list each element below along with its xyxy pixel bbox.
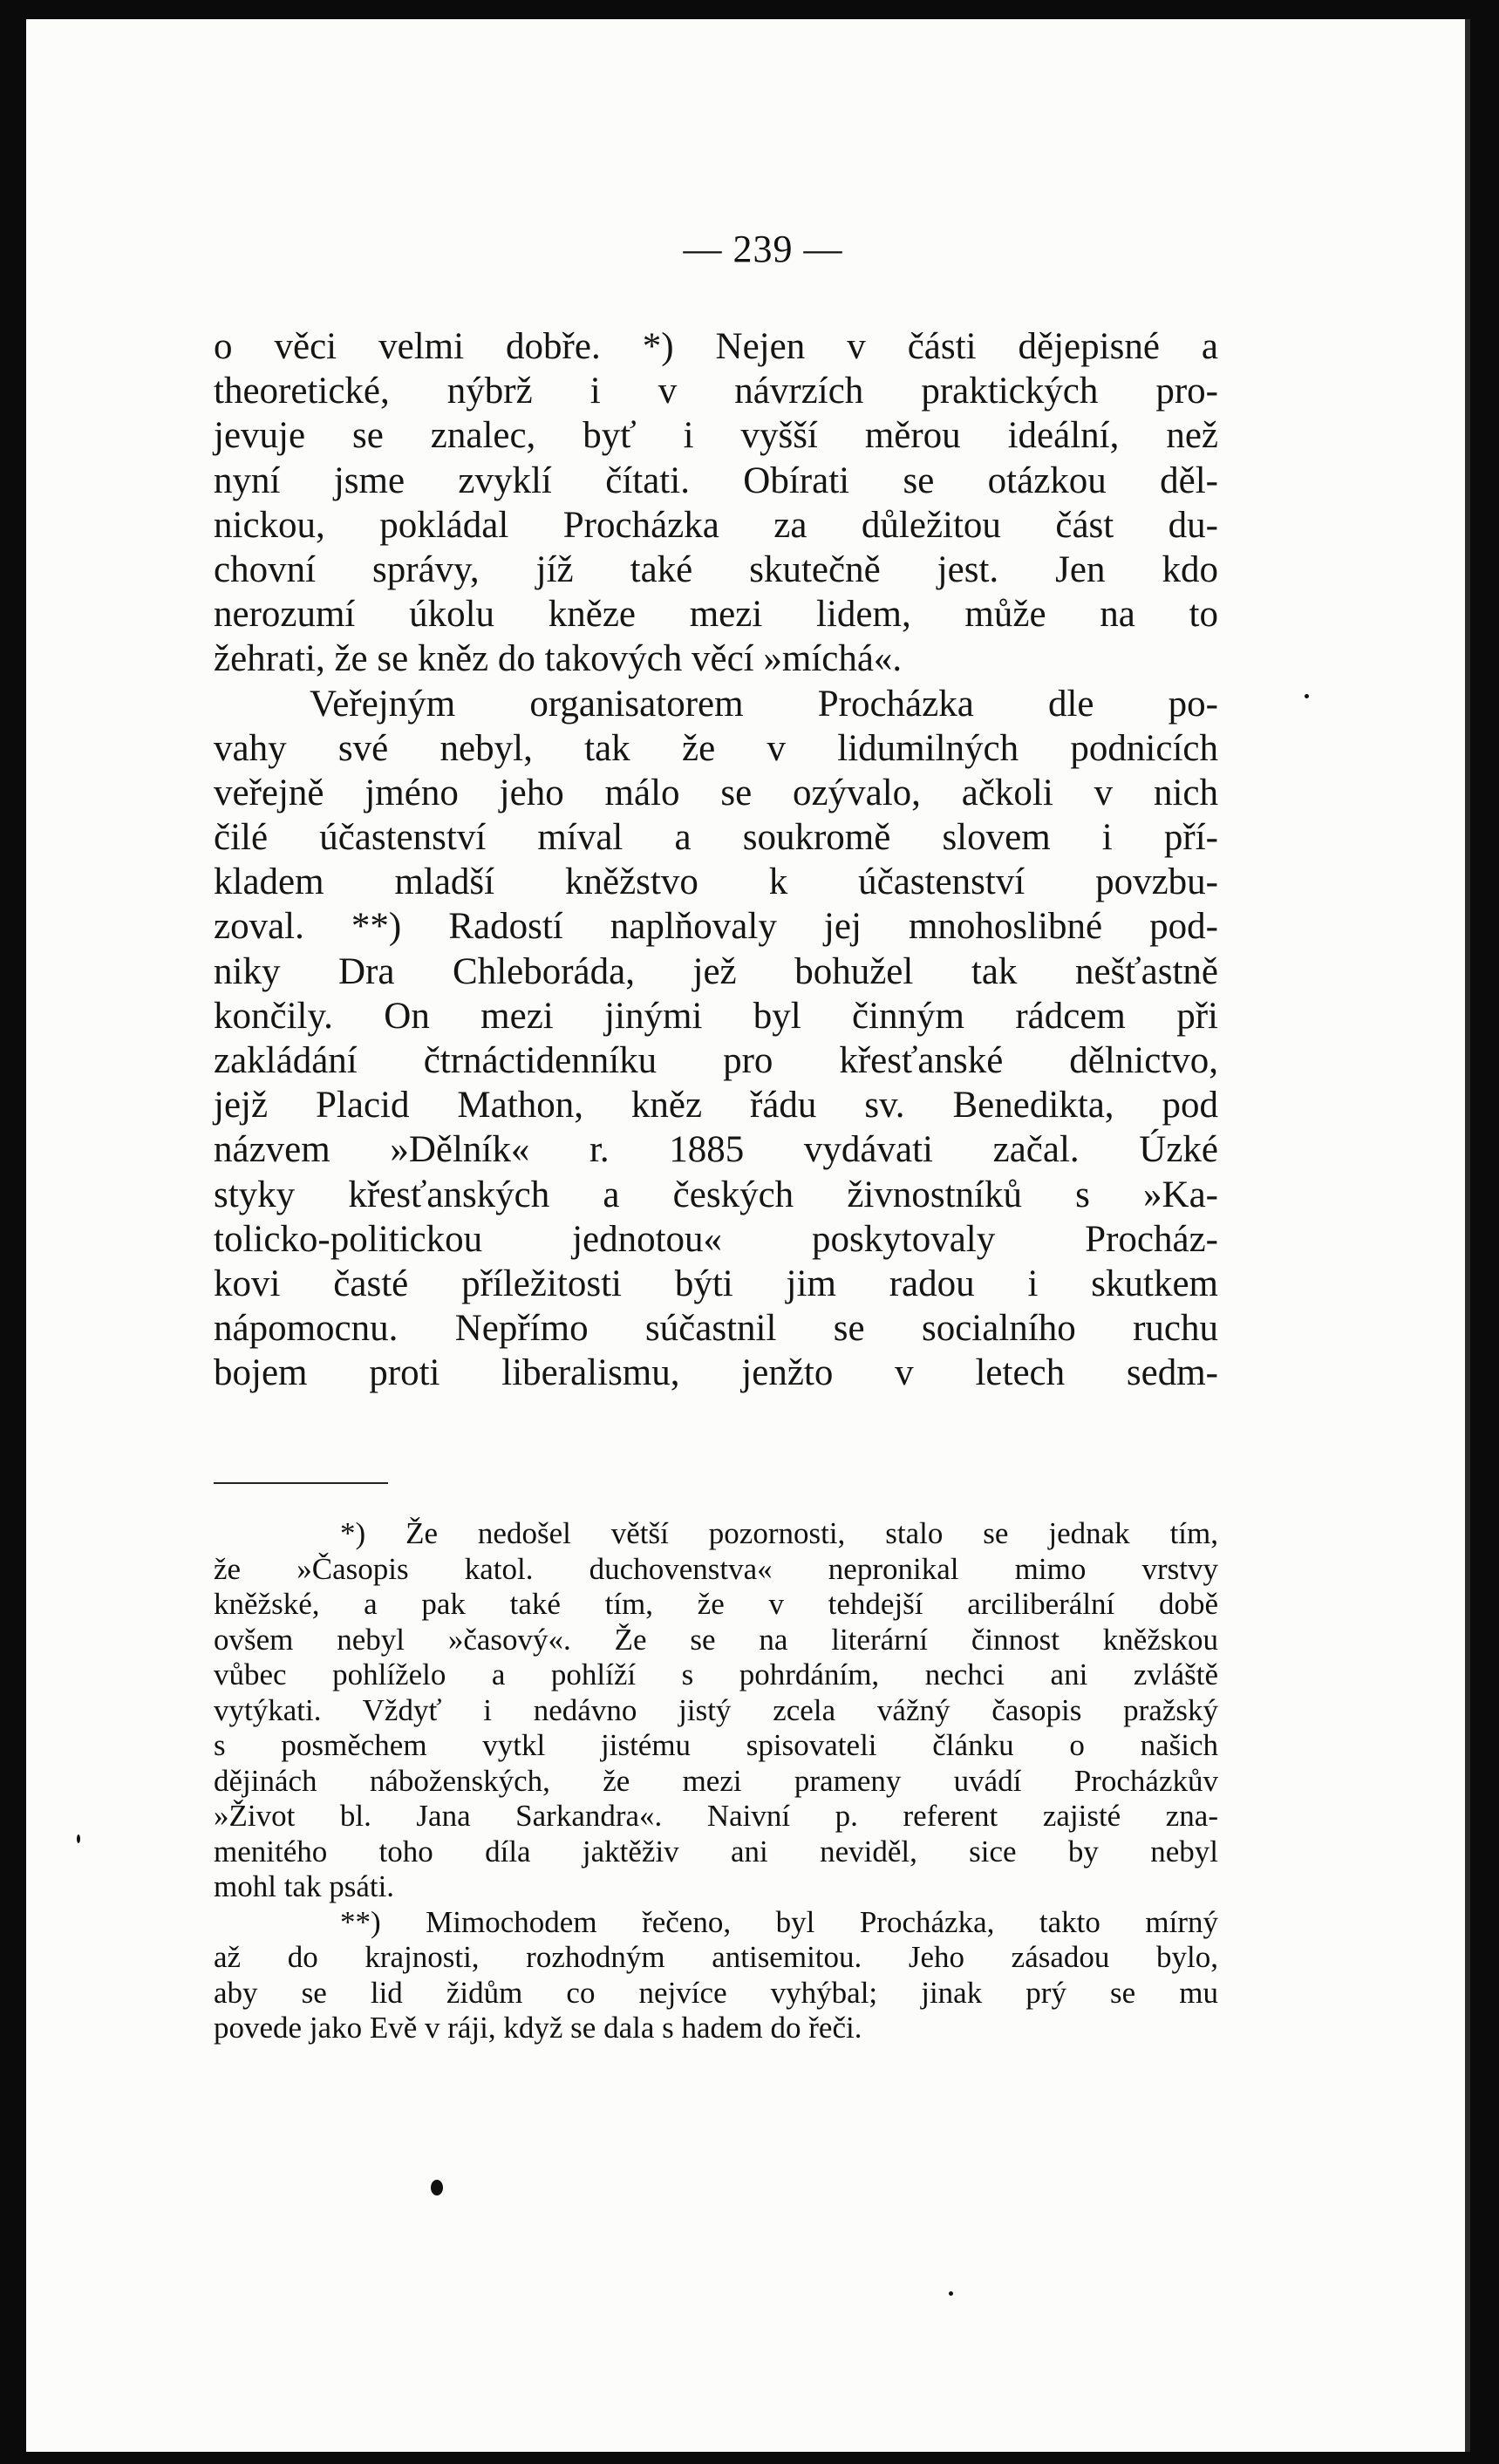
- footnotes: [214, 1516, 1218, 2046]
- text-line: chovní správy, jíž také skutečně jest. Jen kdo: [214, 548, 1218, 590]
- footnote-line: aby se lid židům co nejvíce vyhýbal; jinak prý se mu: [214, 1975, 1218, 2010]
- text-line: bojem proti liberalismu, jenžto v letech sedm-: [214, 1352, 1218, 1394]
- text-line: zakládání čtrnáctidenníku pro křesťanské dělnictvo,: [214, 1040, 1218, 1081]
- text-line: zoval. **) Radostí naplňovaly jej mnohoslibné pod-: [214, 906, 1218, 948]
- footnote-line: *) Že nedošel větší pozornosti, stalo se jednak tím,: [340, 1516, 1218, 1550]
- footnote-line: že »Časopis katol. duchovenstva« nepronikal mimo vrstvy: [214, 1551, 1218, 1586]
- ink-speck: [949, 2291, 953, 2296]
- text-line: nickou, pokládal Procházka za důležitou část du-: [214, 504, 1218, 546]
- text-line: jejž Placid Mathon, kněz řádu sv. Benedikta, pod: [214, 1085, 1218, 1126]
- text-line: vahy své nebyl, tak že v lidumilných podnicích: [214, 727, 1218, 769]
- text-line: Veřejným organisatorem Procházka dle po-: [310, 683, 1218, 725]
- text-line: čilé účastenství míval a soukromě slovem i pří-: [214, 817, 1218, 859]
- text-line: kladem mladší kněžstvo k účastenství povzbu-: [214, 861, 1218, 903]
- footnote-line: menitého toho díla jaktěživ ani neviděl, sice by nebyl: [214, 1834, 1218, 1868]
- footnote-line: dějinách náboženských, že mezi prameny uvádí Procházkův: [214, 1763, 1218, 1798]
- footnote-line: »Život bl. Jana Sarkandra«. Naivní p. referent zajisté zna-: [214, 1799, 1218, 1833]
- footnote-line: ovšem nebyl »časový«. Že se na literární činnost kněžskou: [214, 1622, 1218, 1657]
- ink-speck: [431, 2180, 443, 2195]
- text-line: styky křesťanských a českých živnostníků s »Ka-: [214, 1174, 1218, 1215]
- text-line: kovi časté příležitosti býti jim radou i skutkem: [214, 1263, 1218, 1304]
- text-line: tolicko-politickou jednotou« poskytovaly Procház-: [214, 1218, 1218, 1260]
- footnote-divider: [214, 1482, 388, 1484]
- text-line: veřejně jméno jeho málo se ozývalo, ačkoli v nich: [214, 772, 1218, 813]
- text-line: nerozumí úkolu kněze mezi lidem, může na to: [214, 594, 1218, 636]
- text-line: názvem »Dělník« r. 1885 vydávati začal. Úzké: [214, 1129, 1218, 1171]
- footnote-line: až do krajnosti, rozhodným antisemitou. Jeho zásadou bylo,: [214, 1940, 1218, 1974]
- ink-speck: [1305, 694, 1309, 698]
- text-line: končily. On mezi jinými byl činným rádcem při: [214, 995, 1218, 1037]
- footnote-line: povede jako Evě v ráji, když se dala s hadem do řeči.: [214, 2011, 862, 2045]
- text-line: niky Dra Chleboráda, jež bohužel tak nešťastně: [214, 950, 1218, 992]
- text-line: jevuje se znalec, byť i vyšší měrou ideální, než: [214, 415, 1218, 457]
- footnote-line: vůbec pohlíželo a pohlíží s pohrdáním, nechci ani zvláště: [214, 1657, 1218, 1691]
- footnote-line: mohl tak psáti.: [214, 1869, 395, 1903]
- book-page: [26, 19, 1470, 2452]
- text-line: theoretické, nýbrž i v návrzích praktických pro-: [214, 371, 1218, 412]
- footnote-line: vytýkati. Vždyť i nedávno jistý zcela vážný časopis pražský: [214, 1692, 1218, 1727]
- page-number: — 239 —: [683, 228, 843, 270]
- text-line: žehrati, že se kněz do takových věcí »míchá«.: [214, 638, 903, 680]
- text-line: nyní jsme zvyklí čítati. Obírati se otázkou děl-: [214, 459, 1218, 501]
- footnote-line: s posměchem vytkl jistému spisovateli článku o našich: [214, 1728, 1218, 1762]
- text-line: o věci velmi dobře. *) Nejen v části dějepisné a: [214, 326, 1218, 367]
- footnote-line: **) Mimochodem řečeno, byl Procházka, takto mírný: [340, 1904, 1218, 1939]
- text-line: nápomocnu. Nepřímo súčastnil se socialního ruchu: [214, 1308, 1218, 1350]
- footnote-line: kněžské, a pak také tím, že v tehdejší arciliberální době: [214, 1587, 1218, 1621]
- main-text: [214, 324, 1218, 1396]
- ink-speck: [77, 1834, 80, 1843]
